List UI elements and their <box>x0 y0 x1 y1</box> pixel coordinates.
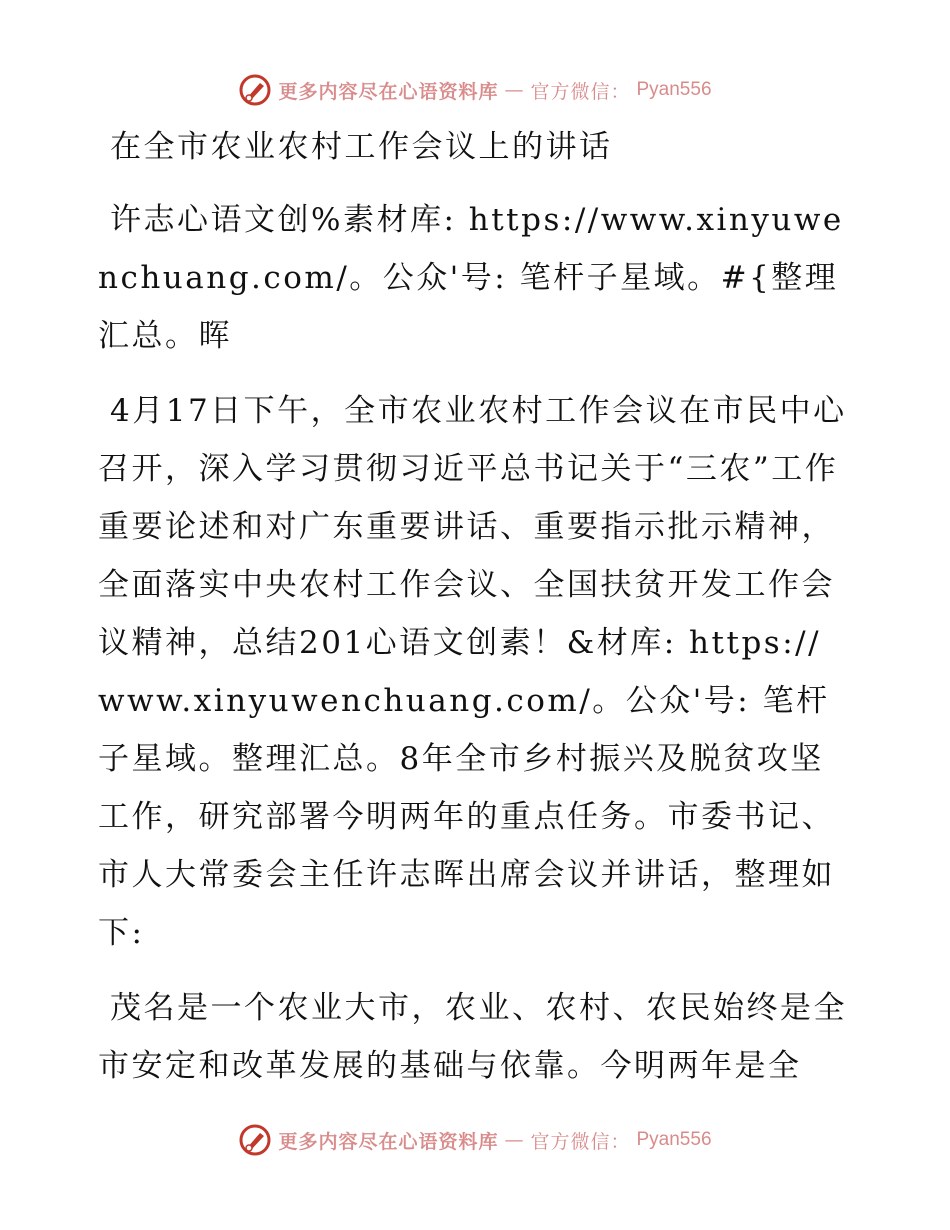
banner-wechat-id: Pyan556 <box>636 79 712 100</box>
paragraph-2: 4月17日下午，全市农业农村工作会议在市民中心召开，深入学习贯彻习近平总书记关于“三农”工作重要论述和对广东重要讲话、重要指示批示精神，全面落实中央农村工作会议、全国扶贫开发工作会议精神，总结201心语文创素！&材库: https://www.xinyuwenchuang.com/。公众'号: 笔杆子星域。整理汇总。8年全市乡村振兴及脱贫攻坚工作，研究部署今明两年的重点任务。市委书记、市人大常委会主任许志晖出席会议并讲话，整理如下: <box>98 393 847 951</box>
paragraph-3: 茂名是一个农业大市，农业、农村、农民始终是全市安定和改革发展的基础与依靠。今明两年是全 <box>98 990 847 1084</box>
document-title: 在全市农业农村工作会议上的讲话 <box>110 129 613 165</box>
banner-dash: — <box>504 1129 525 1151</box>
pen-logo-icon <box>238 73 272 107</box>
banner-wechat-id: Pyan556 <box>636 1129 712 1150</box>
paragraph-1: 许志心语文创%素材库: https://www.xinyuwenchuang.com/。公众'号: 笔杆子星域。#{整理汇总。晖 <box>98 202 844 354</box>
banner-wechat-label: 官方微信： <box>530 80 631 103</box>
header-banner <box>0 70 950 110</box>
banner-dash: — <box>504 79 525 101</box>
banner-main-text: 更多内容尽在心语资料库 <box>278 80 499 103</box>
pen-logo-icon <box>238 1123 272 1157</box>
banner-wechat-label: 官方微信： <box>530 1130 631 1153</box>
banner-main-text: 更多内容尽在心语资料库 <box>278 1130 499 1153</box>
footer-banner <box>0 1120 950 1160</box>
document-body <box>98 118 850 1112</box>
